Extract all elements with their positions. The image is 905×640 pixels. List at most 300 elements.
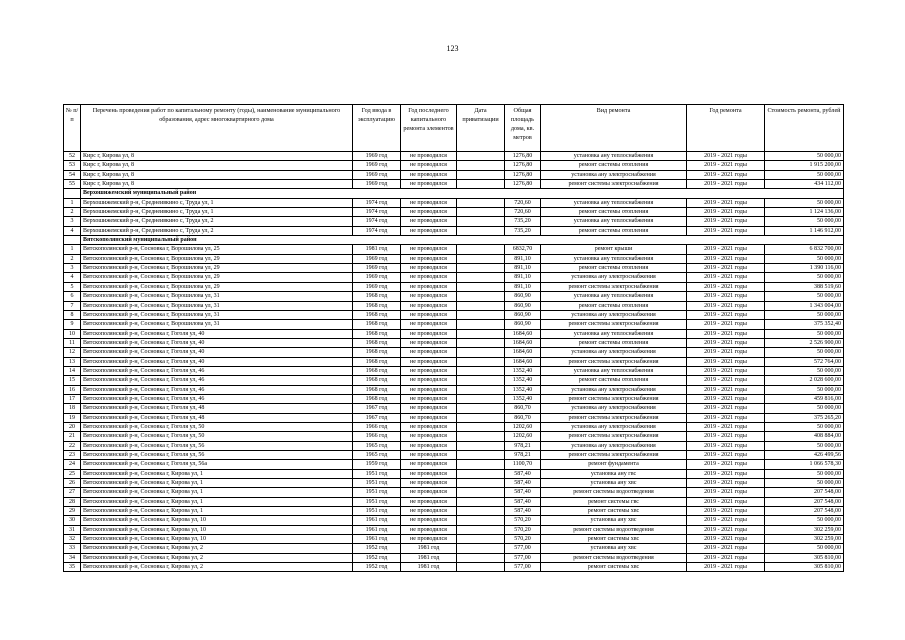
row-number: 20 [64, 422, 81, 431]
row-number: 5 [64, 282, 81, 291]
repair-type-cell: ремонт системы водоотведения [541, 525, 687, 534]
address-cell: Вятскополянский р-н, Сосновка г, Гоголя ул, 46 [81, 394, 353, 403]
cost-cell: 1 343 004,00 [765, 301, 844, 310]
table-row [64, 254, 844, 263]
table-row [64, 432, 844, 441]
table-row [64, 563, 844, 572]
commission-year-cell: 1968 год [353, 394, 401, 403]
privatization-date-cell [457, 563, 505, 572]
commission-year-cell: 1952 год [353, 544, 401, 553]
commission-year-cell: 1961 год [353, 535, 401, 544]
repair-year-cell: 2019 - 2021 годы [687, 357, 765, 366]
cost-cell: 1 124 136,00 [765, 208, 844, 217]
row-number: 35 [64, 563, 81, 572]
repair-year-cell: 2019 - 2021 годы [687, 460, 765, 469]
last-repair-cell: 1981 год [401, 553, 457, 562]
table-row [64, 208, 844, 217]
privatization-date-cell [457, 516, 505, 525]
area-cell: 1276,80 [505, 161, 541, 170]
row-number: 31 [64, 525, 81, 534]
table-row [64, 488, 844, 497]
privatization-date-cell [457, 320, 505, 329]
repair-year-cell: 2019 - 2021 годы [687, 404, 765, 413]
privatization-date-cell [457, 152, 505, 161]
repair-year-cell: 2019 - 2021 годы [687, 488, 765, 497]
last-repair-cell: не проводился [401, 451, 457, 460]
cost-cell: 375 352,40 [765, 320, 844, 329]
cost-cell: 207 548,00 [765, 507, 844, 516]
cost-cell: 305 810,00 [765, 553, 844, 562]
last-repair-cell: не проводился [401, 385, 457, 394]
repair-year-cell: 2019 - 2021 годы [687, 245, 765, 254]
commission-year-cell: 1968 год [353, 310, 401, 319]
cost-cell: 50 000,00 [765, 404, 844, 413]
commission-year-cell: 1951 год [353, 488, 401, 497]
address-cell: Вятскополянский р-н, Сосновка г, Кирова ул, 1 [81, 488, 353, 497]
row-number: 4 [64, 273, 81, 282]
address-cell: Верхошижемский р-н, Среднеивкино с, Труда ул, 2 [81, 217, 353, 226]
repair-year-cell: 2019 - 2021 годы [687, 432, 765, 441]
last-repair-cell: не проводился [401, 329, 457, 338]
section-row [64, 189, 844, 198]
repair-year-cell: 2019 - 2021 годы [687, 208, 765, 217]
commission-year-cell: 1968 год [353, 348, 401, 357]
repair-type-cell: ремонт системы электроснабжения [541, 413, 687, 422]
cost-cell: 50 000,00 [765, 198, 844, 207]
privatization-date-cell [457, 338, 505, 347]
address-cell: Вятскополянский р-н, Сосновка г, Ворошилова ул, 29 [81, 264, 353, 273]
repair-type-cell: установка ану теплоснабжения [541, 329, 687, 338]
area-cell: 1352,40 [505, 394, 541, 403]
repair-type-cell: ремонт системы электроснабжения [541, 432, 687, 441]
section-empty-cell [64, 189, 81, 198]
privatization-date-cell [457, 226, 505, 235]
table-row [64, 525, 844, 534]
privatization-date-cell [457, 292, 505, 301]
row-number: 16 [64, 385, 81, 394]
repair-type-cell: установка ану электроснабжения [541, 348, 687, 357]
area-cell: 1276,80 [505, 152, 541, 161]
cost-cell: 50 000,00 [765, 479, 844, 488]
table-body [64, 152, 844, 572]
address-cell: Вятскополянский р-н, Сосновка г, Ворошилова ул, 29 [81, 273, 353, 282]
repair-type-cell: установка ану электроснабжения [541, 170, 687, 179]
repair-type-cell: ремонт системы водоотведения [541, 553, 687, 562]
cost-cell: 1 066 578,30 [765, 460, 844, 469]
repair-type-cell: установка ану теплоснабжения [541, 217, 687, 226]
address-cell: Вятскополянский р-н, Сосновка г, Гоголя ул, 50 [81, 432, 353, 441]
address-cell: Вятскополянский р-н, Сосновка г, Кирова ул, 1 [81, 507, 353, 516]
repair-year-cell: 2019 - 2021 годы [687, 394, 765, 403]
table-row [64, 451, 844, 460]
table-row [64, 497, 844, 506]
area-cell: 587,40 [505, 479, 541, 488]
privatization-date-cell [457, 254, 505, 263]
privatization-date-cell [457, 170, 505, 179]
section-title: Верхошижемский муниципальный район [81, 189, 844, 198]
commission-year-cell: 1974 год [353, 208, 401, 217]
repair-year-cell: 2019 - 2021 годы [687, 497, 765, 506]
address-cell: Вятскополянский р-н, Сосновка г, Гоголя ул, 56 [81, 441, 353, 450]
repair-type-cell: установка ану электроснабжения [541, 273, 687, 282]
header-repair-type: Вид ремонта [541, 105, 687, 152]
row-number: 27 [64, 488, 81, 497]
row-number: 32 [64, 535, 81, 544]
commission-year-cell: 1967 год [353, 413, 401, 422]
repair-type-cell: ремонт системы электроснабжения [541, 180, 687, 189]
row-number: 22 [64, 441, 81, 450]
privatization-date-cell [457, 310, 505, 319]
row-number: 7 [64, 301, 81, 310]
repair-type-cell: ремонт фундамента [541, 460, 687, 469]
repair-type-cell: установка ану гвс [541, 469, 687, 478]
area-cell: 577,00 [505, 544, 541, 553]
last-repair-cell: не проводился [401, 245, 457, 254]
table-row [64, 516, 844, 525]
repair-type-cell: установка ану теплоснабжения [541, 254, 687, 263]
privatization-date-cell [457, 432, 505, 441]
repair-year-cell: 2019 - 2021 годы [687, 451, 765, 460]
repair-year-cell: 2019 - 2021 годы [687, 254, 765, 263]
last-repair-cell: не проводился [401, 161, 457, 170]
repair-type-cell: ремонт системы отопления [541, 161, 687, 170]
area-cell: 587,40 [505, 488, 541, 497]
privatization-date-cell [457, 488, 505, 497]
header-num: № п/п [64, 105, 81, 152]
last-repair-cell: не проводился [401, 535, 457, 544]
privatization-date-cell [457, 161, 505, 170]
commission-year-cell: 1969 год [353, 180, 401, 189]
row-number: 10 [64, 329, 81, 338]
privatization-date-cell [457, 441, 505, 450]
cost-cell: 50 000,00 [765, 310, 844, 319]
table-row [64, 338, 844, 347]
privatization-date-cell [457, 460, 505, 469]
last-repair-cell: 1981 год [401, 563, 457, 572]
privatization-date-cell [457, 385, 505, 394]
last-repair-cell: не проводился [401, 460, 457, 469]
address-cell: Кирс г, Кирова ул, 8 [81, 170, 353, 179]
repair-year-cell: 2019 - 2021 годы [687, 226, 765, 235]
row-number: 9 [64, 320, 81, 329]
last-repair-cell: не проводился [401, 264, 457, 273]
privatization-date-cell [457, 497, 505, 506]
row-number: 26 [64, 479, 81, 488]
address-cell: Вятскополянский р-н, Сосновка г, Кирова ул, 1 [81, 479, 353, 488]
table-row [64, 273, 844, 282]
table-row [64, 310, 844, 319]
repair-year-cell: 2019 - 2021 годы [687, 525, 765, 534]
last-repair-cell: не проводился [401, 282, 457, 291]
repair-year-cell: 2019 - 2021 годы [687, 507, 765, 516]
row-number: 8 [64, 310, 81, 319]
commission-year-cell: 1969 год [353, 170, 401, 179]
address-cell: Вятскополянский р-н, Сосновка г, Гоголя ул, 46 [81, 366, 353, 375]
repair-type-cell: ремонт системы электроснабжения [541, 282, 687, 291]
repair-year-cell: 2019 - 2021 годы [687, 535, 765, 544]
cost-cell: 50 000,00 [765, 366, 844, 375]
repair-year-cell: 2019 - 2021 годы [687, 329, 765, 338]
address-cell: Вятскополянский р-н, Сосновка г, Кирова ул, 2 [81, 553, 353, 562]
commission-year-cell: 1969 год [353, 152, 401, 161]
repair-year-cell: 2019 - 2021 годы [687, 563, 765, 572]
last-repair-cell: не проводился [401, 338, 457, 347]
commission-year-cell: 1969 год [353, 264, 401, 273]
area-cell: 891,10 [505, 282, 541, 291]
last-repair-cell: не проводился [401, 507, 457, 516]
row-number: 21 [64, 432, 81, 441]
cost-cell: 50 000,00 [765, 273, 844, 282]
commission-year-cell: 1968 год [353, 366, 401, 375]
address-cell: Вятскополянский р-н, Сосновка г, Ворошилова ул, 31 [81, 292, 353, 301]
privatization-date-cell [457, 394, 505, 403]
cost-cell: 2 526 900,00 [765, 338, 844, 347]
area-cell: 1684,60 [505, 329, 541, 338]
table-row [64, 507, 844, 516]
last-repair-cell: не проводился [401, 488, 457, 497]
table-row [64, 282, 844, 291]
area-cell: 1684,60 [505, 348, 541, 357]
header-cost: Стоимость ремонта, рублей [765, 105, 844, 152]
commission-year-cell: 1968 год [353, 385, 401, 394]
area-cell: 860,90 [505, 292, 541, 301]
row-number: 12 [64, 348, 81, 357]
header-privatization-date: Дата приватизации [457, 105, 505, 152]
table-row [64, 180, 844, 189]
repair-type-cell: установка ану теплоснабжения [541, 366, 687, 375]
area-cell: 860,90 [505, 320, 541, 329]
privatization-date-cell [457, 329, 505, 338]
cost-cell: 302 259,00 [765, 525, 844, 534]
repair-type-cell: ремонт системы отопления [541, 376, 687, 385]
table-row [64, 385, 844, 394]
area-cell: 1684,60 [505, 357, 541, 366]
cost-cell: 50 000,00 [765, 152, 844, 161]
cost-cell: 50 000,00 [765, 544, 844, 553]
commission-year-cell: 1968 год [353, 376, 401, 385]
row-number: 55 [64, 180, 81, 189]
address-cell: Вятскополянский р-н, Сосновка г, Ворошилова ул, 25 [81, 245, 353, 254]
area-cell: 570,20 [505, 525, 541, 534]
repair-type-cell: установка ану хвс [541, 516, 687, 525]
address-cell: Вятскополянский р-н, Сосновка г, Кирова ул, 10 [81, 516, 353, 525]
table-row [64, 301, 844, 310]
repair-type-cell: установка ану хвс [541, 479, 687, 488]
header-last-repair: Год последнего капитального ремонта элементов [401, 105, 457, 152]
area-cell: 860,70 [505, 413, 541, 422]
repair-year-cell: 2019 - 2021 годы [687, 292, 765, 301]
repair-type-cell: ремонт системы хвс [541, 507, 687, 516]
repair-type-cell: ремонт системы гвс [541, 497, 687, 506]
table-row [64, 544, 844, 553]
row-number: 17 [64, 394, 81, 403]
table-row [64, 441, 844, 450]
privatization-date-cell [457, 245, 505, 254]
commission-year-cell: 1961 год [353, 525, 401, 534]
repair-year-cell: 2019 - 2021 годы [687, 376, 765, 385]
privatization-date-cell [457, 357, 505, 366]
last-repair-cell: не проводился [401, 404, 457, 413]
row-number: 28 [64, 497, 81, 506]
cost-cell: 50 000,00 [765, 469, 844, 478]
privatization-date-cell [457, 535, 505, 544]
cost-cell: 50 000,00 [765, 254, 844, 263]
section-row [64, 236, 844, 245]
privatization-date-cell [457, 507, 505, 516]
table-row [64, 394, 844, 403]
area-cell: 1202,60 [505, 432, 541, 441]
repair-type-cell: установка ану хвс [541, 544, 687, 553]
last-repair-cell: не проводился [401, 226, 457, 235]
area-cell: 891,10 [505, 273, 541, 282]
row-number: 4 [64, 226, 81, 235]
row-number: 24 [64, 460, 81, 469]
row-number: 19 [64, 413, 81, 422]
repair-year-cell: 2019 - 2021 годы [687, 385, 765, 394]
table-row [64, 245, 844, 254]
repair-year-cell: 2019 - 2021 годы [687, 264, 765, 273]
area-cell: 735,20 [505, 226, 541, 235]
area-cell: 1352,40 [505, 376, 541, 385]
table-row [64, 264, 844, 273]
privatization-date-cell [457, 366, 505, 375]
area-cell: 1202,60 [505, 422, 541, 431]
address-cell: Вятскополянский р-н, Сосновка г, Ворошилова ул, 31 [81, 320, 353, 329]
row-number: 3 [64, 217, 81, 226]
repair-year-cell: 2019 - 2021 годы [687, 469, 765, 478]
commission-year-cell: 1951 год [353, 479, 401, 488]
address-cell: Вятскополянский р-н, Сосновка г, Гоголя ул, 48 [81, 404, 353, 413]
last-repair-cell: не проводился [401, 432, 457, 441]
repair-year-cell: 2019 - 2021 годы [687, 338, 765, 347]
area-cell: 587,40 [505, 469, 541, 478]
commission-year-cell: 1969 год [353, 254, 401, 263]
area-cell: 570,20 [505, 516, 541, 525]
last-repair-cell: не проводился [401, 357, 457, 366]
commission-year-cell: 1961 год [353, 516, 401, 525]
row-number: 13 [64, 357, 81, 366]
row-number: 1 [64, 245, 81, 254]
privatization-date-cell [457, 180, 505, 189]
address-cell: Верхошижемский р-н, Среднеивкино с, Труда ул, 2 [81, 226, 353, 235]
row-number: 1 [64, 198, 81, 207]
repair-type-cell: ремонт системы электроснабжения [541, 394, 687, 403]
last-repair-cell: не проводился [401, 376, 457, 385]
header-address: Перечень проведения работ по капитальному ремонту (годы), наименование муниципального образования, адрес многоквартирного дома [81, 105, 353, 152]
area-cell: 1276,80 [505, 170, 541, 179]
commission-year-cell: 1951 год [353, 497, 401, 506]
repair-year-cell: 2019 - 2021 годы [687, 310, 765, 319]
last-repair-cell: не проводился [401, 208, 457, 217]
last-repair-cell: не проводился [401, 320, 457, 329]
privatization-date-cell [457, 376, 505, 385]
commission-year-cell: 1965 год [353, 451, 401, 460]
area-cell: 6832,70 [505, 245, 541, 254]
area-cell: 1100,70 [505, 460, 541, 469]
cost-cell: 50 000,00 [765, 329, 844, 338]
commission-year-cell: 1952 год [353, 553, 401, 562]
address-cell: Верхошижемский р-н, Среднеивкино с, Труда ул, 1 [81, 198, 353, 207]
commission-year-cell: 1968 год [353, 292, 401, 301]
row-number: 3 [64, 264, 81, 273]
table-row [64, 217, 844, 226]
table-row [64, 170, 844, 179]
privatization-date-cell [457, 404, 505, 413]
repair-type-cell: установка ану электроснабжения [541, 422, 687, 431]
commission-year-cell: 1951 год [353, 469, 401, 478]
last-repair-cell: не проводился [401, 301, 457, 310]
repair-type-cell: установка ану теплоснабжения [541, 152, 687, 161]
privatization-date-cell [457, 208, 505, 217]
area-cell: 720,60 [505, 198, 541, 207]
repair-type-cell: ремонт системы отопления [541, 208, 687, 217]
area-cell: 570,20 [505, 535, 541, 544]
cost-cell: 50 000,00 [765, 292, 844, 301]
privatization-date-cell [457, 264, 505, 273]
row-number: 2 [64, 208, 81, 217]
area-cell: 978,21 [505, 451, 541, 460]
row-number: 2 [64, 254, 81, 263]
cost-cell: 50 000,00 [765, 422, 844, 431]
last-repair-cell: не проводился [401, 525, 457, 534]
area-cell: 1352,40 [505, 366, 541, 375]
address-cell: Вятскополянский р-н, Сосновка г, Кирова ул, 10 [81, 535, 353, 544]
row-number: 11 [64, 338, 81, 347]
commission-year-cell: 1968 год [353, 301, 401, 310]
last-repair-cell: не проводился [401, 441, 457, 450]
table-row [64, 413, 844, 422]
last-repair-cell: не проводился [401, 422, 457, 431]
row-number: 25 [64, 469, 81, 478]
cost-cell: 572 764,00 [765, 357, 844, 366]
repair-type-cell: установка ану электроснабжения [541, 385, 687, 394]
repair-year-cell: 2019 - 2021 годы [687, 180, 765, 189]
table-row [64, 161, 844, 170]
repair-type-cell: ремонт системы водоотведения [541, 488, 687, 497]
cost-cell: 1 915 200,00 [765, 161, 844, 170]
privatization-date-cell [457, 273, 505, 282]
header-commission-year: Год ввода в эксплуатацию [353, 105, 401, 152]
cost-cell: 50 000,00 [765, 348, 844, 357]
address-cell: Кирс г, Кирова ул, 8 [81, 152, 353, 161]
address-cell: Вятскополянский р-н, Сосновка г, Гоголя ул, 50 [81, 422, 353, 431]
commission-year-cell: 1968 год [353, 320, 401, 329]
area-cell: 1276,80 [505, 180, 541, 189]
table-row [64, 329, 844, 338]
cost-cell: 50 000,00 [765, 516, 844, 525]
table-row [64, 320, 844, 329]
repair-year-cell: 2019 - 2021 годы [687, 422, 765, 431]
privatization-date-cell [457, 422, 505, 431]
last-repair-cell: не проводился [401, 170, 457, 179]
address-cell: Кирс г, Кирова ул, 8 [81, 180, 353, 189]
table-row [64, 357, 844, 366]
repair-year-cell: 2019 - 2021 годы [687, 282, 765, 291]
privatization-date-cell [457, 301, 505, 310]
commission-year-cell: 1969 год [353, 273, 401, 282]
privatization-date-cell [457, 198, 505, 207]
address-cell: Вятскополянский р-н, Сосновка г, Кирова ул, 1 [81, 497, 353, 506]
repair-type-cell: установка ану электроснабжения [541, 404, 687, 413]
cost-cell: 459 816,00 [765, 394, 844, 403]
commission-year-cell: 1966 год [353, 432, 401, 441]
address-cell: Вятскополянский р-н, Сосновка г, Ворошилова ул, 29 [81, 254, 353, 263]
address-cell: Вятскополянский р-н, Сосновка г, Гоголя ул, 40 [81, 338, 353, 347]
area-cell: 577,00 [505, 563, 541, 572]
last-repair-cell: не проводился [401, 254, 457, 263]
capital-repair-table [63, 104, 844, 572]
cost-cell: 388 519,60 [765, 282, 844, 291]
